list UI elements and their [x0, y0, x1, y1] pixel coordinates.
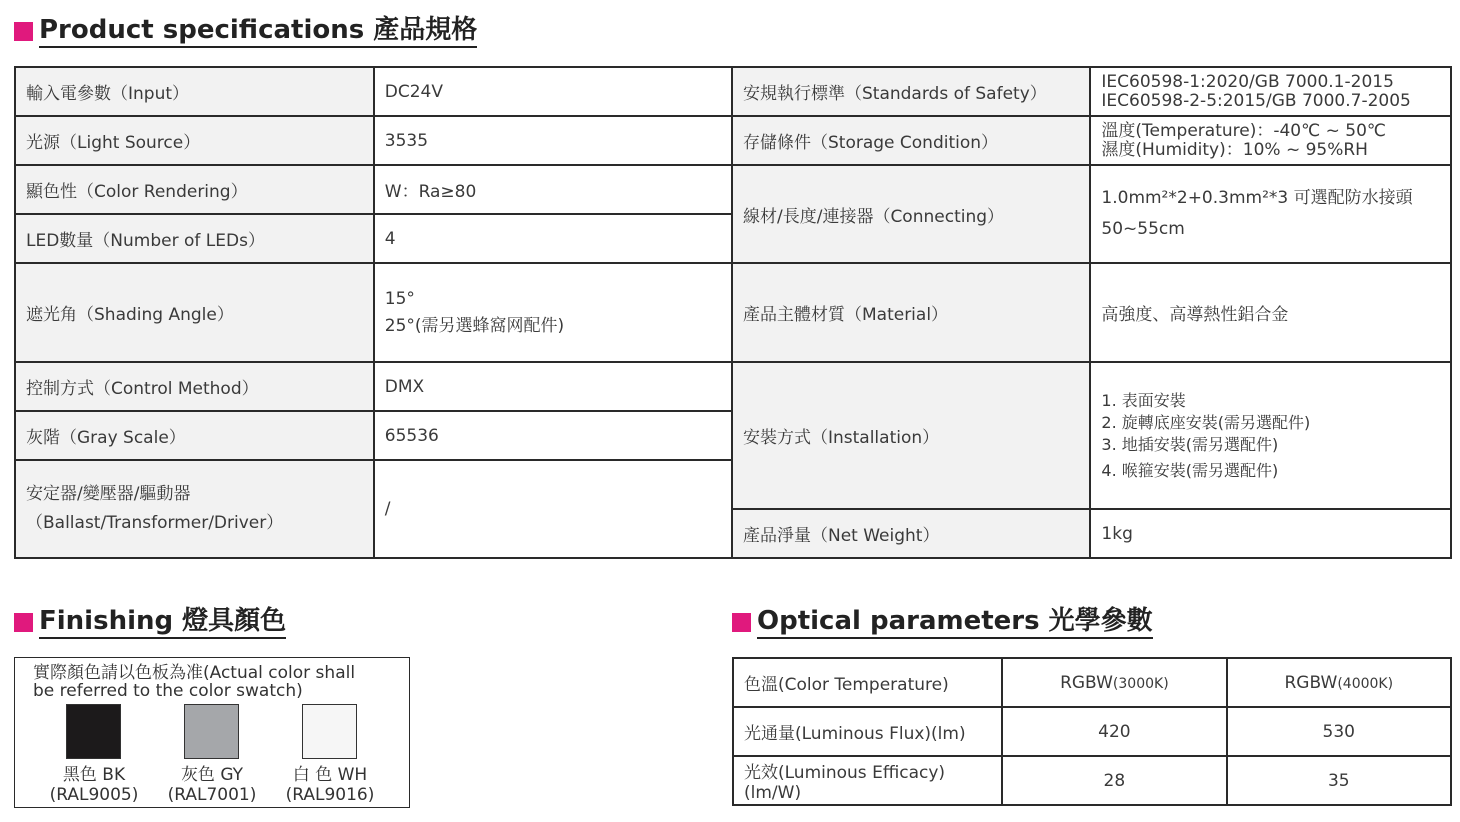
cct-col2-main: RGBW [1284, 672, 1338, 693]
input-value: DC24V [374, 67, 732, 116]
cct-col1-sub: (3000K) [1112, 675, 1169, 692]
driver-label-line: 安定器/變壓器/驅動器 [26, 484, 191, 504]
gray-value: 65536 [374, 411, 732, 460]
weight-label: 產品淨量（Net Weight） [732, 509, 1090, 558]
shading-value-line: 25°(需另選蜂窩网配件) [384, 315, 565, 336]
efficacy-value-1: 28 [1002, 756, 1226, 805]
material-label: 產品主體材質（Material） [732, 263, 1090, 362]
cct-col1 [1002, 658, 1226, 707]
input-label: 輸入電參數（Input） [15, 67, 374, 116]
leds-value: 4 [374, 214, 732, 263]
pink-square-icon [14, 613, 33, 632]
spec-table [14, 66, 1452, 559]
cct-col2 [1227, 658, 1451, 707]
safety-value [1090, 67, 1451, 116]
cct-col2-sub: (4000K) [1337, 675, 1394, 692]
finish-title-text: Finishing 燈具顏色 [39, 606, 286, 639]
optical-title-text: Optical parameters 光學參數 [757, 606, 1153, 639]
cri-value: W：Ra≥80 [374, 165, 732, 214]
finish-note [33, 664, 355, 700]
finish-note-line: 實際顏色請以色板為准(Actual color shall [33, 663, 356, 683]
install-item: 2. 旋轉底座安裝(需另選配件) [1101, 412, 1311, 432]
swatch-black [66, 704, 121, 759]
driver-label-line: （Ballast/Transformer/Driver） [26, 513, 284, 533]
connect-value-line: 1.0mm²*2+0.3mm²*3 可選配防水接頭 [1101, 188, 1413, 208]
connect-value-line: 50~55cm [1101, 219, 1185, 239]
install-item: 3. 地插安裝(需另選配件) [1101, 434, 1279, 454]
pink-square-icon [14, 22, 33, 41]
finish-section-title [14, 606, 286, 639]
shading-label: 遮光角（Shading Angle） [15, 263, 374, 362]
driver-label [15, 460, 374, 558]
pink-square-icon [732, 613, 751, 632]
weight-value: 1kg [1090, 509, 1451, 558]
source-value: 3535 [374, 116, 732, 165]
swatch-code: (RAL9005) [49, 785, 139, 805]
efficacy-label: 光效(Luminous Efficacy)(lm/W) [733, 756, 1002, 805]
spec-section-title [14, 15, 477, 48]
swatch-code: (RAL7001) [167, 785, 257, 805]
flux-value-2: 530 [1227, 707, 1451, 756]
optical-table [732, 657, 1452, 806]
swatch-name: 灰色 GY [180, 765, 244, 785]
leds-label: LED數量（Number of LEDs） [15, 214, 374, 263]
install-label: 安裝方式（Installation） [732, 362, 1090, 509]
swatch-code: (RAL9016) [285, 785, 375, 805]
storage-label: 存儲條件（Storage Condition） [732, 116, 1090, 165]
connect-value [1090, 165, 1451, 263]
gray-label: 灰階（Gray Scale） [15, 411, 374, 460]
safety-label: 安規執行標準（Standards of Safety） [732, 67, 1090, 116]
install-item: 4. 喉箍安裝(需另選配件) [1101, 460, 1279, 480]
swatch-white-label [275, 765, 385, 805]
swatch-black-label [39, 765, 149, 805]
efficacy-value-2: 35 [1227, 756, 1451, 805]
cri-label: 顯色性（Color Rendering） [15, 165, 374, 214]
driver-value: / [374, 460, 732, 558]
swatch-name: 黑色 BK [62, 765, 126, 785]
storage-value [1090, 116, 1451, 165]
shading-value [374, 263, 732, 362]
shading-value-line: 15° [384, 288, 415, 309]
optical-section-title [732, 606, 1153, 639]
safety-value-line: IEC60598-1:2020/GB 7000.1-2015 [1101, 71, 1394, 92]
cct-col1-main: RGBW [1060, 672, 1113, 693]
storage-value-line: 濕度(Humidity)：10% ~ 95%RH [1101, 139, 1368, 160]
control-value: DMX [374, 362, 732, 411]
finish-note-line: be referred to the color swatch) [33, 681, 303, 701]
swatch-white [302, 704, 357, 759]
material-value: 高強度、高導熱性鋁合金 [1090, 263, 1451, 362]
install-item: 1. 表面安裝 [1101, 390, 1186, 410]
flux-value-1: 420 [1002, 707, 1226, 756]
swatch-gray-label [157, 765, 267, 805]
install-value [1090, 362, 1451, 509]
storage-value-line: 溫度(Temperature)：-40℃ ~ 50℃ [1101, 120, 1386, 141]
flux-label: 光通量(Luminous Flux)(lm) [733, 707, 1002, 756]
safety-value-line: IEC60598-2-5:2015/GB 7000.7-2005 [1101, 90, 1411, 111]
finish-box [14, 657, 410, 808]
cct-label: 色溫(Color Temperature) [733, 658, 1002, 707]
connect-label: 線材/長度/連接器（Connecting） [732, 165, 1090, 263]
source-label: 光源（Light Source） [15, 116, 374, 165]
spec-title-text: Product specifications 產品規格 [39, 15, 477, 48]
swatch-name: 白 色 WH [292, 765, 368, 785]
swatch-gray [184, 704, 239, 759]
control-label: 控制方式（Control Method） [15, 362, 374, 411]
